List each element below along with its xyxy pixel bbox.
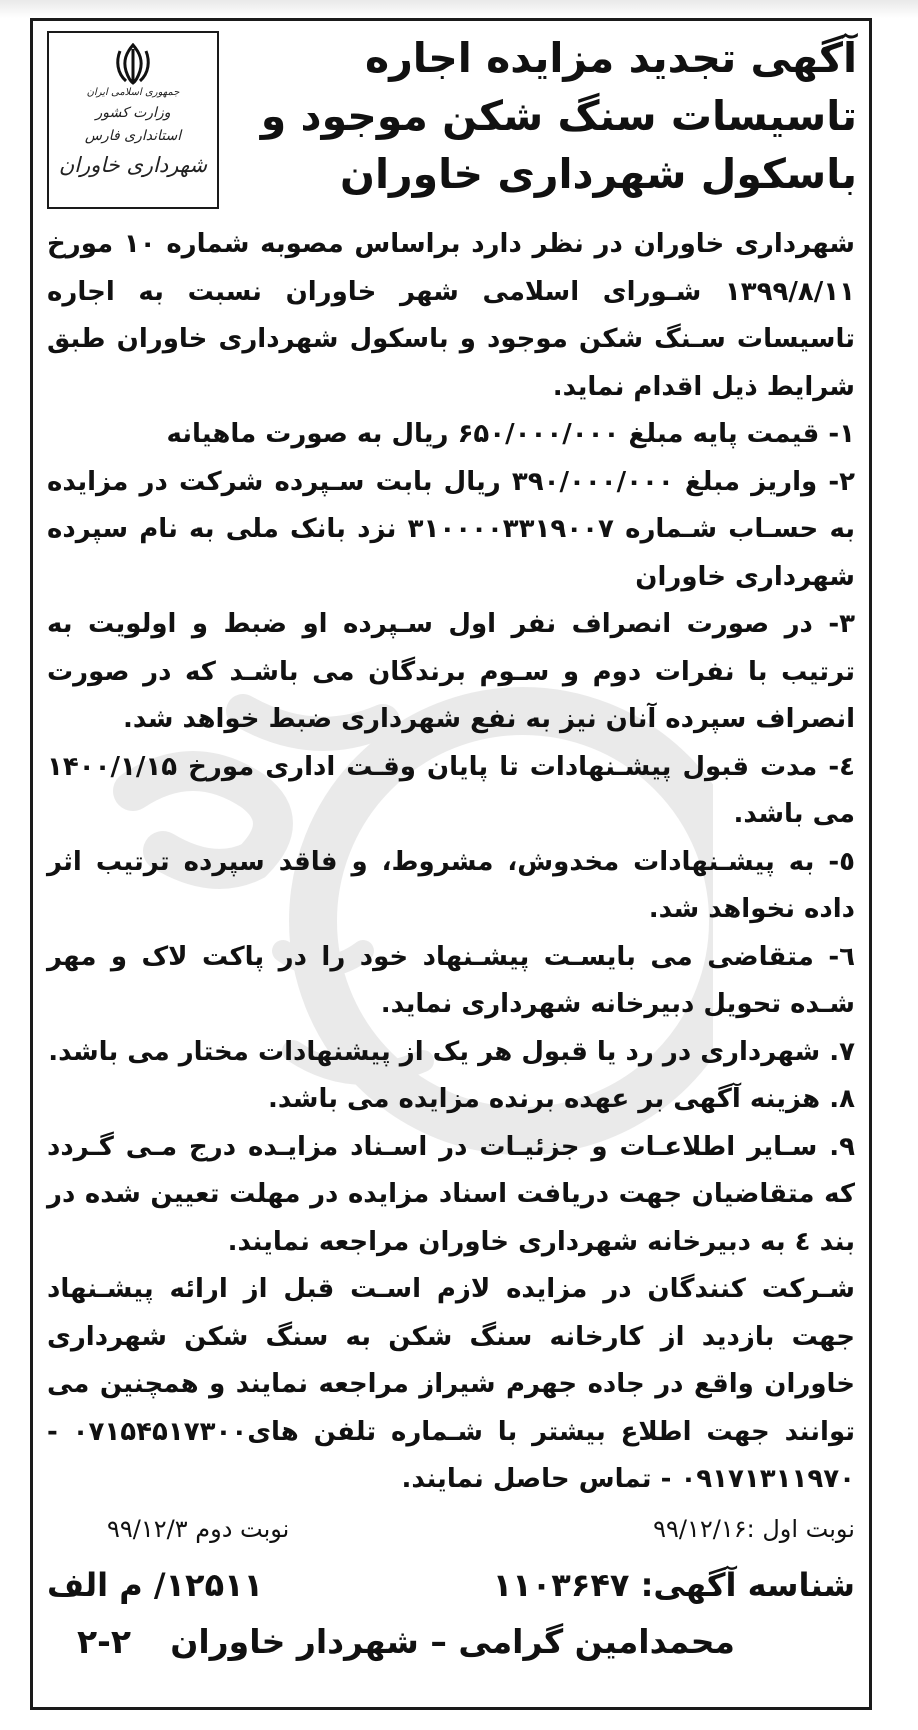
- ad-header: [33, 21, 869, 221]
- iran-emblem-icon: [114, 43, 152, 85]
- intro-paragraph: شهرداری خاوران در نظر دارد براساس مصوبه شماره ۱۰ مورخ ۱۳۹۹/۸/۱۱ شـورای اسلامی شهر خاوران نسبت به اجاره تاسیسات سـنگ شکن موجود و باسکول شهرداری خاوران طبق شرایط ذیل اقدام نماید.: [47, 229, 855, 402]
- condition-item-3: ۳- در صورت انصراف نفر اول سـپرده او ضبط و اولویت به ترتیب با نفرات دوم و سـوم برندگان می باشـد که در صورت انصراف سپرده آنان نیز به نفع شهرداری ضبط خواهد شد.: [47, 609, 855, 734]
- mayor-signature: محمدامین گرامی – شهردار خاوران: [170, 1621, 735, 1661]
- ad-reference: ۱۲۵۱۱/ م الف: [47, 1565, 264, 1604]
- second-turn-date: نوبت دوم ۹۹/۱۲/۳: [107, 1514, 290, 1543]
- page-number: ۲-۲: [77, 1621, 131, 1661]
- ad-identifier-row: [47, 1558, 855, 1612]
- first-turn-date: نوبت اول :۹۹/۱۲/۱۶: [653, 1514, 855, 1543]
- municipality-logo: [47, 31, 219, 209]
- condition-item-9: ۹. سـایر اطلاعـات و جزئیـات در اسـناد مزایـده درج مـی گـردد که متقاضیان جهت دریافت اسناد مزایده در مهلت تعیین شده در بند ٤ به دبیرخانه شهرداری خاوران مراجعه نمایند.: [47, 1131, 855, 1257]
- ad-body: [33, 221, 869, 1504]
- closing-paragraph: شـرکت کنندگان در مزایده لازم اسـت قبل از ارائه پیشـنهاد جهت بازدید از کارخانه سنگ شکن به سنگ شکن شهرداری خاوران واقع در جاده جهرم شیراز مراجعه نمایند و همچنین می توانند جهت اطلاع بیشتر با شـماره تلفن های۰۷۱۵۴۵۱۷۳۰۰ - ۰۹۱۷۱۳۱۱۹۷۰ - تماس حاصل نمایند.: [47, 1274, 856, 1494]
- condition-item-8: ۸. هزینه آگهی بر عهده برنده مزایده می باشد.: [267, 1084, 855, 1114]
- logo-line-country: جمهوری اسلامی ایران: [86, 87, 180, 98]
- logo-line-province: استانداری فارس: [84, 127, 182, 144]
- condition-item-7: ۷. شهرداری در رد یا قبول هر یک از پیشنهادات مختار می باشد.: [48, 1036, 855, 1067]
- ad-footer: [33, 1504, 869, 1670]
- ad-frame: [30, 18, 872, 1710]
- signature-row: [47, 1614, 855, 1670]
- condition-item-5: ٥- به پیشـنهادات مخدوش، مشروط، و فاقد سپرده ترتیب اثر داده نخواهد شد.: [47, 846, 855, 924]
- top-edge: [0, 0, 918, 18]
- publication-dates: [47, 1504, 855, 1554]
- ad-title: آگهی تجدید مزایده اجاره تاسیسات سنگ شکن موجود و باسکول شهرداری خاوران: [260, 34, 857, 198]
- condition-item-4: ٤- مدت قبول پیشـنهادات تا پایان وقـت اداری مورخ ۱۴۰۰/۱/۱۵ می باشد.: [47, 751, 855, 829]
- logo-line-ministry: وزارت کشور: [95, 105, 171, 121]
- logo-line-municipality: شهرداری خاوران: [58, 152, 208, 177]
- condition-item-2: ۲- واریز مبلغ ۳۹۰/۰۰۰/۰۰۰ ریال بابت سـپرده شرکت در مزایده به حسـاب شـماره ۳۱۰۰۰۰۳۳۱۹۰۰۷ نزد بانک ملی به نام سپرده شهرداری خاوران: [47, 466, 855, 592]
- ad-id: شناسه آگهی: ۱۱۰۳۶۴۷: [492, 1565, 855, 1604]
- condition-item-6: ٦- متقاضی می بایسـت پیشـنهاد خود را در پاکت لاک و مهر شـده تحویل دبیرخانه شهرداری نماید.: [47, 941, 855, 1019]
- condition-item-1: ۱- قیمت پایه مبلغ ۶۵۰/۰۰۰/۰۰۰ ریال به صورت ماهیانه: [166, 419, 855, 449]
